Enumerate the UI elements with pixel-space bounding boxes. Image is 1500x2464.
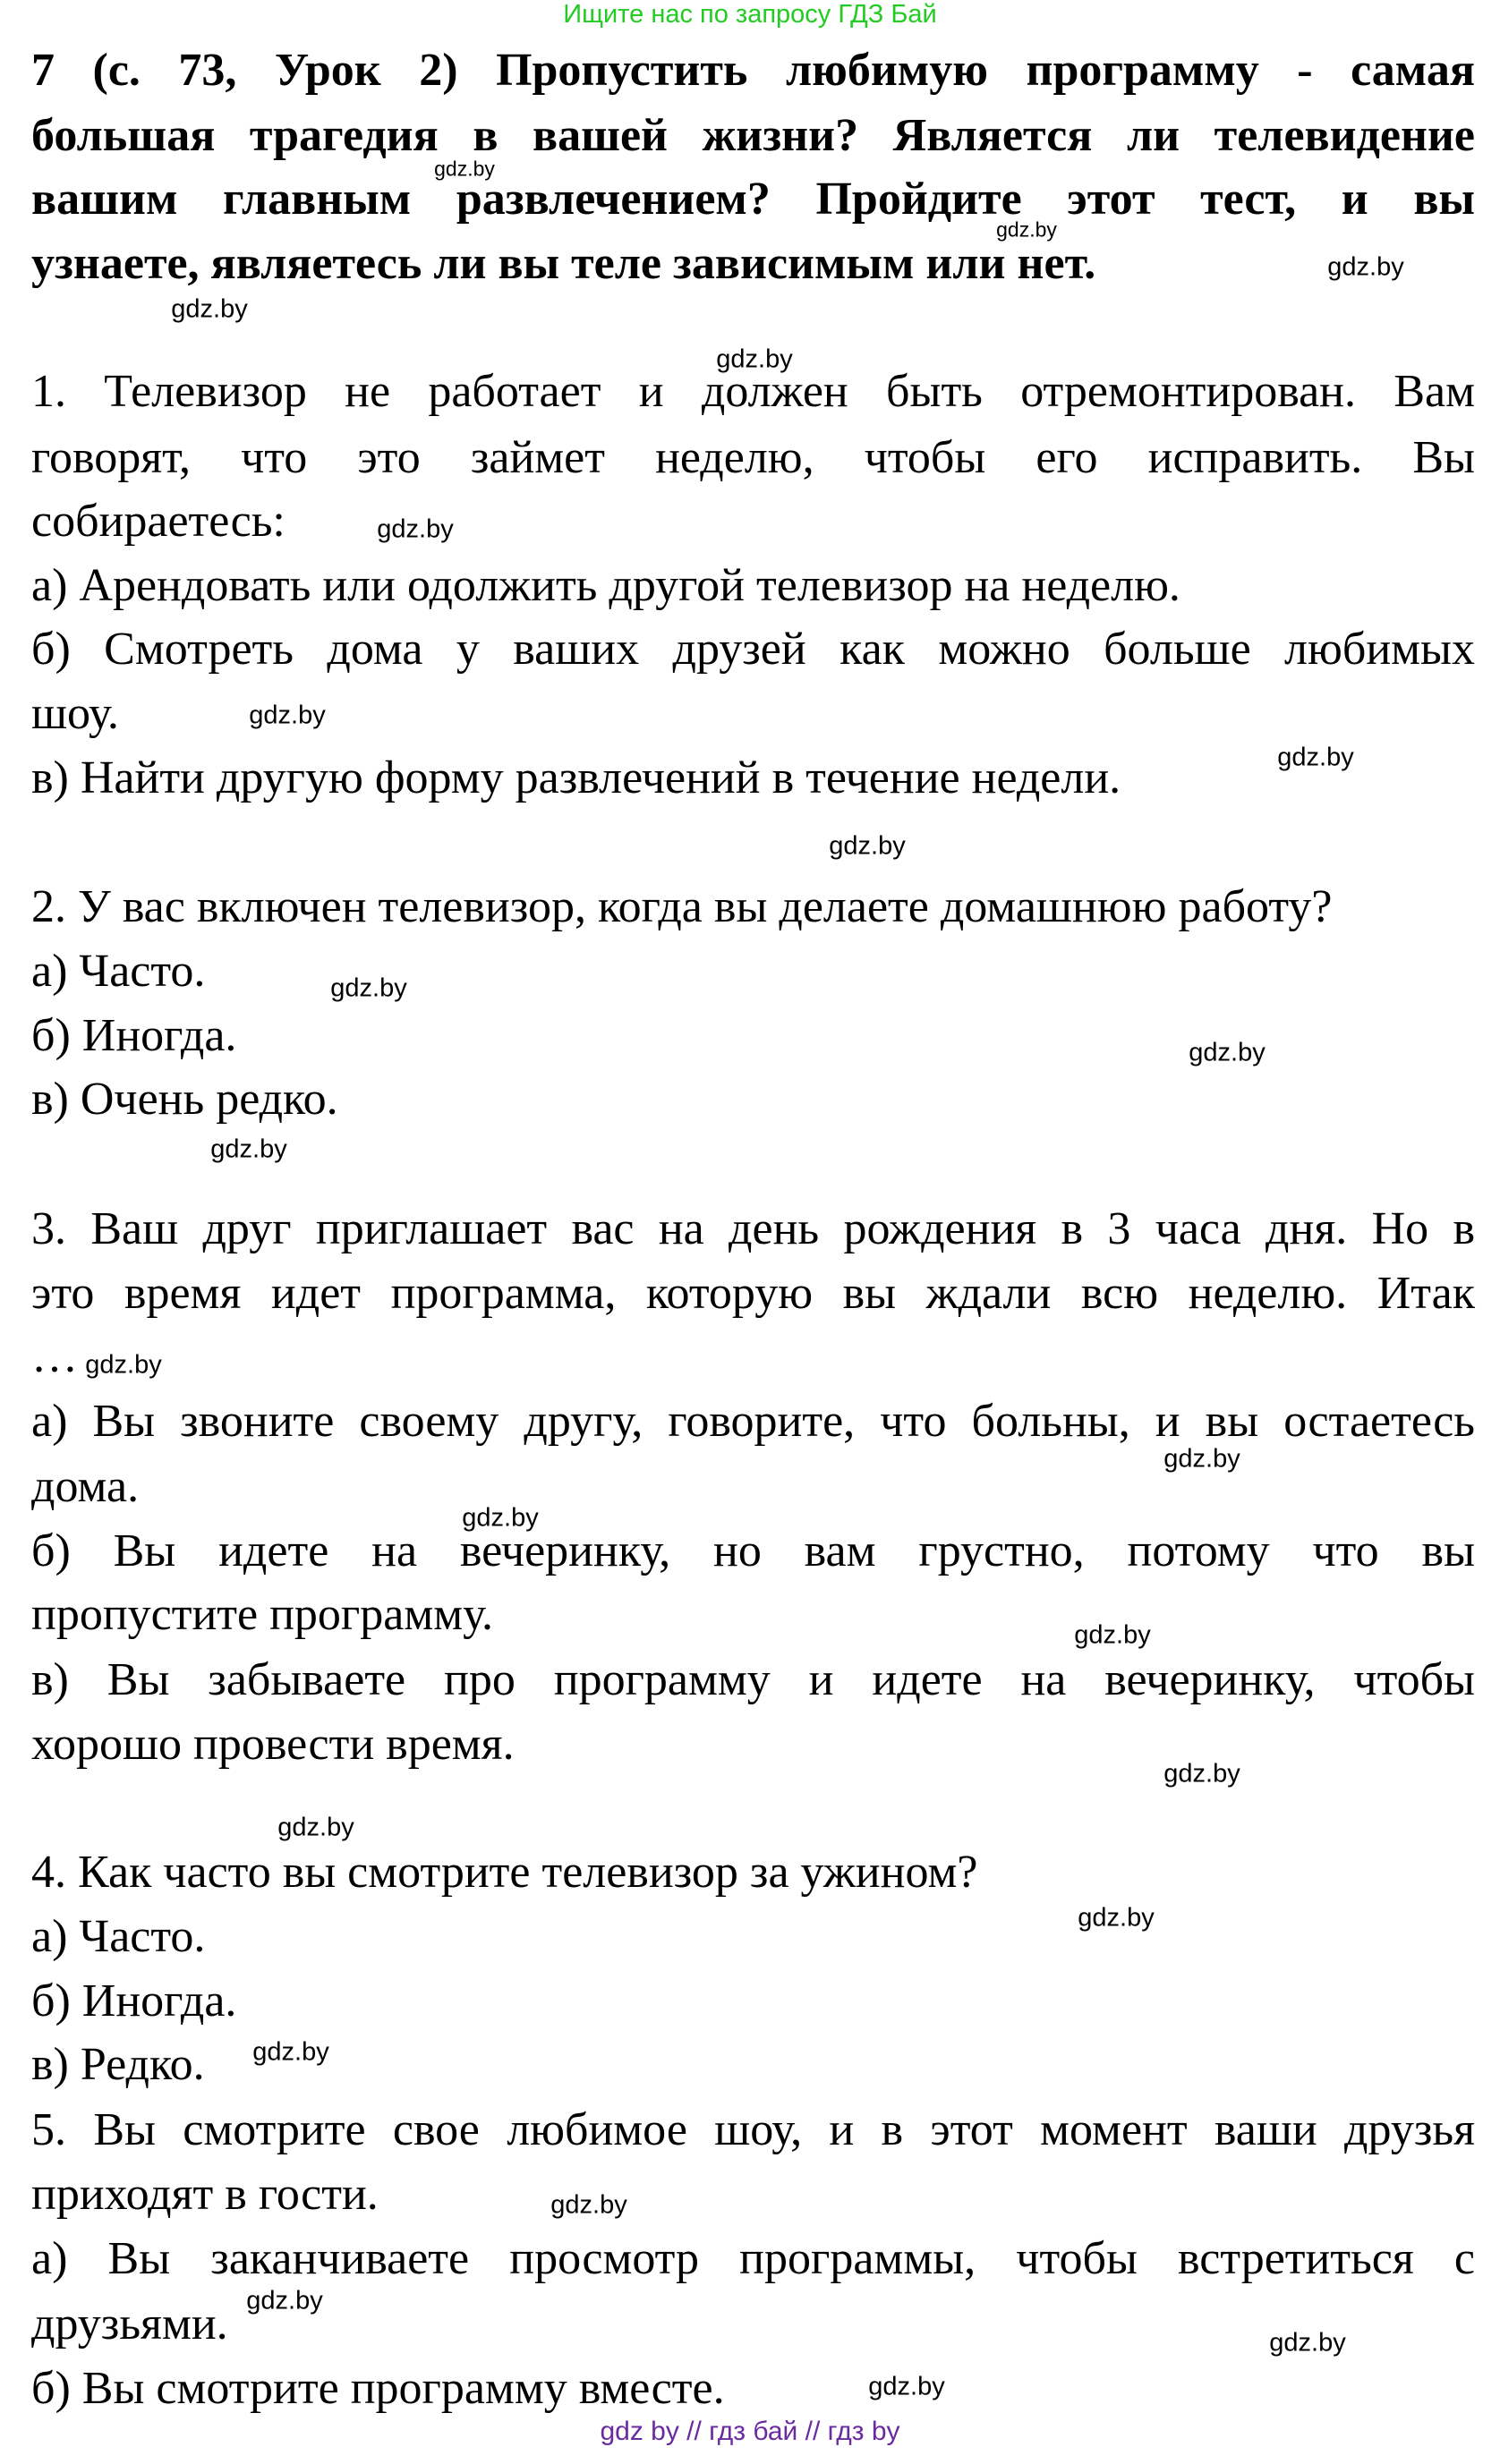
task-title-line: вашим главным развлечением? Пройдите этот тест, и вы [31,174,1475,225]
question-text-line: б) Иногда. [31,1010,237,1061]
task-title-line: 7 (с. 73, Урок 2) Пропустить любимую программу - самая [31,45,1475,96]
watermark-text: gdz.by [330,973,407,1003]
question-text-line: 2. У вас включен телевизор, когда вы делаете домашнюю работу? [31,881,1333,932]
question-text-line: 4. Как часто вы смотрите телевизор за ужином? [31,1847,978,1898]
watermark-text: gdz.by [1269,2328,1346,2358]
question-text-line: в) Вы забываете про программу и идете на вечеринку, чтобы [31,1654,1475,1705]
question-text-line: 5. Вы смотрите свое любимое шоу, и в этот момент ваши друзья [31,2104,1475,2155]
question-text-line: 3. Ваш друг приглашает вас на день рождения в 3 часа дня. Но в [31,1203,1475,1254]
footer-banner: gdz by // гдз бай // гдз by [600,2417,900,2446]
question-text-line: в) Найти другую форму развлечений в течение недели. [31,752,1121,803]
watermark-text: gdz.by [1163,1759,1240,1789]
question-text-line: это время идет программа, которую вы ждали всю неделю. Итак [31,1268,1475,1319]
watermark-text: gdz.by [462,1503,539,1533]
watermark-text: gdz.by [277,1813,354,1842]
question-text-line: б) Смотреть дома у ваших друзей как можно больше любимых [31,624,1475,675]
question-text-line: друзьями. [31,2298,228,2349]
question-text-line: в) Очень редко. [31,1074,338,1125]
watermark-text: gdz.by [210,1134,287,1164]
question-text-line: б) Иногда. [31,1975,237,2026]
question-text-line: а) Вы заканчиваете просмотр программы, чтобы встретиться с [31,2233,1475,2284]
watermark-text: gdz.by [246,2286,323,2315]
watermark-text: gdz.by [1078,1903,1155,1933]
task-title-line: узнаете, являетесь ли вы теле зависимым или нет. [31,238,1096,289]
watermark-text: gdz.by [1074,1620,1151,1650]
question-text-line: пропустите программу. [31,1589,493,1640]
question-text-line: а) Вы звоните своему другу, говорите, что больны, и вы остаетесь [31,1396,1475,1447]
question-text-line: а) Часто. [31,1911,206,1962]
question-text-line: собираетесь: [31,496,286,547]
question-text-line: хорошо провести время. [31,1719,515,1770]
watermark-text: gdz.by [85,1350,162,1380]
watermark-text: gdz.by [377,514,454,544]
task-title-line: большая трагедия в вашей жизни? Является ли телевидение [31,110,1475,161]
watermark-text: gdz.by [716,344,793,374]
question-text-line: дома. [31,1461,140,1512]
question-text-line: б) Вы смотрите программу вместе. [31,2363,725,2414]
question-text-line: а) Часто. [31,946,206,997]
search-hint-banner: Ищите нас по запросу ГДЗ Бай [563,0,937,29]
watermark-text: gdz.by [252,2037,329,2067]
watermark-text: gdz.by [249,701,326,730]
watermark-text: gdz.by [1163,1444,1240,1474]
question-text-line: б) Вы идете на вечеринку, но вам грустно, потому что вы [31,1525,1475,1576]
watermark-text: gdz.by [996,217,1057,242]
question-text-line: в) Редко. [31,2039,205,2090]
watermark-text: gdz.by [434,157,495,181]
question-text-line: приходят в гости. [31,2169,379,2220]
question-text-line: шоу. [31,688,119,739]
watermark-text: gdz.by [868,2372,945,2401]
watermark-text: gdz.by [1327,252,1404,282]
question-text-line: 1. Телевизор не работает и должен быть отремонтирован. Вам [31,366,1475,417]
question-text-line: говорят, что это займет неделю, чтобы его исправить. Вы [31,432,1475,483]
watermark-text: gdz.by [1189,1038,1266,1067]
question-text-line: … [31,1331,78,1382]
watermark-text: gdz.by [1277,743,1354,772]
question-text-line: а) Арендовать или одолжить другой телевизор на неделю. [31,560,1180,611]
watermark-text: gdz.by [171,294,248,324]
watermark-text: gdz.by [829,831,906,861]
watermark-text: gdz.by [550,2190,627,2220]
